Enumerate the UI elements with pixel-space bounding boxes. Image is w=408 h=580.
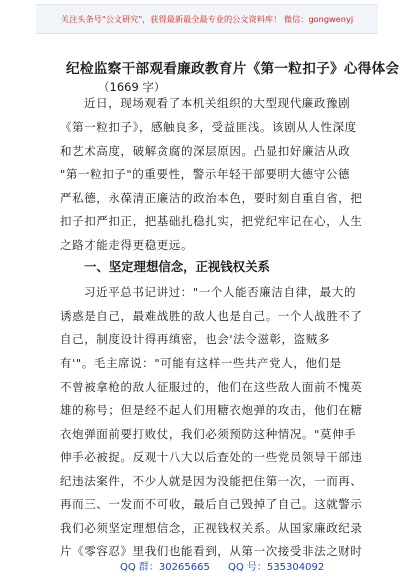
paragraph-line: 之路才能走得更稳更远。 [60, 238, 194, 252]
paragraph-line: 习近平总书记讲过："一个人能否廉洁自律，最大的 [84, 285, 357, 299]
qq-group-link[interactable]: QQ 群：30265665 [120, 562, 210, 573]
qq-number-link[interactable]: QQ 号：535304092 [228, 562, 325, 573]
word-count: （1669 字） [98, 80, 166, 94]
footer-contact [0, 558, 408, 572]
document-title: 纪检监察干部观看廉政教育片《第一粒扣子》心得体会 [66, 61, 400, 77]
paragraph-line: 扣子扣严扣正，把基础扎稳扎实，把党纪牢记在心，人生 [60, 214, 363, 228]
paragraph-line: 和艺术高度，破解贪腐的深层原因。凸显扣好廉洁从政 [60, 144, 351, 158]
header-banner [36, 4, 378, 34]
paragraph-line: 再而三、一发而不可收，最后自己毁掉了自己。这就警示 [60, 497, 363, 511]
paragraph-line: 衣炮弹面前要打败仗，我们必须预防这种情况。"莫伸手 [60, 427, 357, 441]
paragraph-line: 有'"。毛主席说："可能有这样一些共产党人，他们是 [60, 356, 342, 370]
paragraph-line: 我们必须坚定理想信念，正视钱权关系。从国家廉政纪录 [60, 521, 363, 535]
paragraph-line: 自己，制度设计得再缜密，也会'法令滋彰，盗贼多 [60, 332, 330, 346]
paragraph-line: 不曾被拿枪的敌人征服过的，他们在这些敌人面前不愧英 [60, 380, 363, 394]
paragraph-line: 《第一粒扣子》，感触良多，受益匪浅。该剧从人性深度 [60, 120, 357, 134]
paragraph-line: 雄的称号；但是经不起人们用糖衣炮弹的攻击，他们在糖 [60, 403, 363, 417]
paragraph-line: 严私德，永葆清正廉洁的政治本色，要时刻自重自省，把 [60, 191, 363, 205]
paragraph-line: 伸手必被捉。反观十八大以后查处的一些党员领导干部违 [60, 450, 363, 464]
paragraph-line: 纪违法案件，不少人就是因为没能把住第一次，一而再、 [60, 474, 363, 488]
paragraph-line: 诱惑是自己，最难战胜的敌人也是自己。一个人战胜不了 [60, 309, 363, 323]
section-heading: 一、坚定理想信念，正视钱权关系 [84, 259, 270, 274]
paragraph-line: "第一粒扣子"的重要性，警示年轻干部要明大德守公德 [60, 167, 351, 181]
banner-text: 关注头条号"公文研究"，获得最新最全最专业的公文资料库！ 微信：gongwenyj [60, 13, 354, 24]
paragraph-line: 片《零容忍》里我们也能看到，从第一次接受非法之财时 [60, 544, 363, 558]
paragraph-line: 近日，现场观看了本机关组织的大型现代廉政豫剧 [84, 96, 351, 110]
